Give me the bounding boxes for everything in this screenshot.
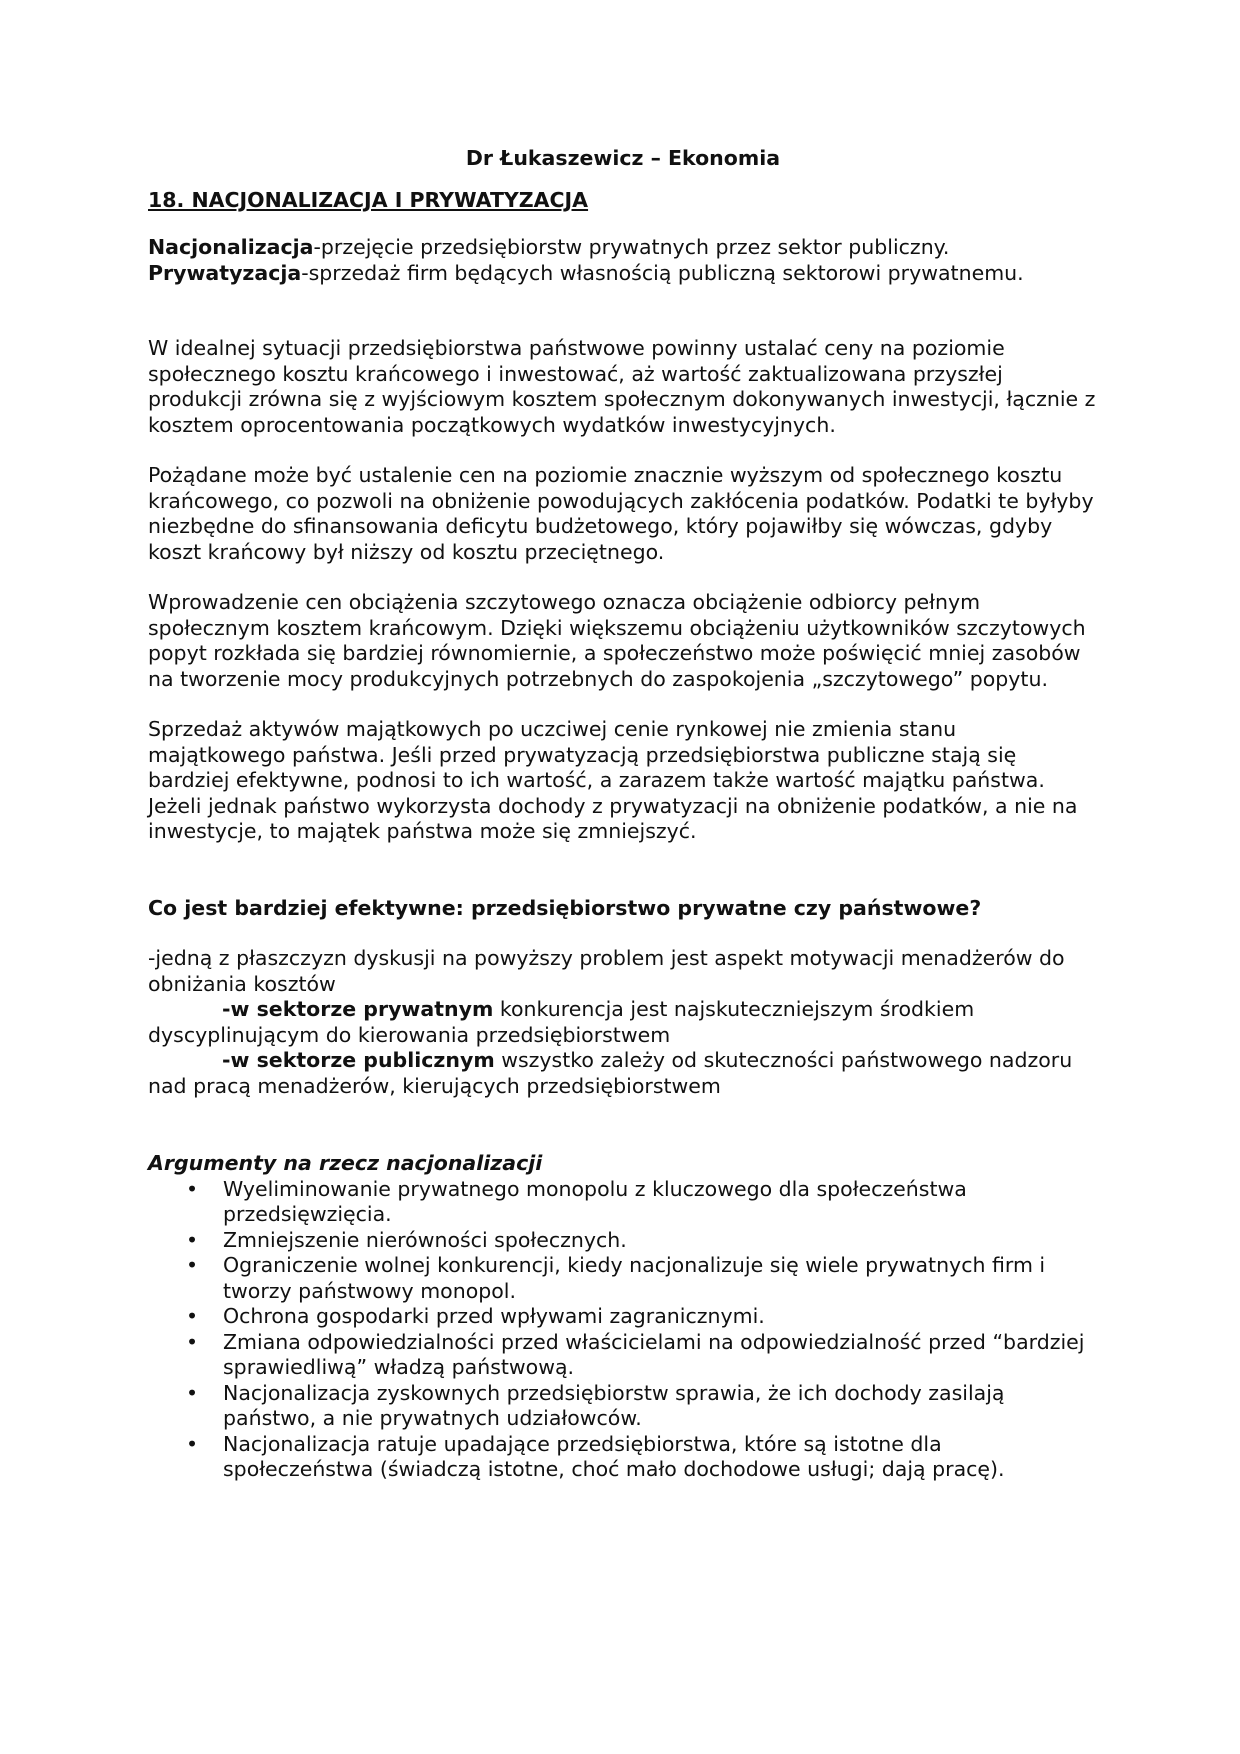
definition-term: Prywatyzacja [148,260,302,285]
document-title: Dr Łukaszewicz – Ekonomia [465,146,781,170]
private-sector-text: konkurencja jest najskuteczniejszym środkiem dyscyplinującym do kierowania przedsiębiorstwem [148,997,975,1047]
definitions [148,235,1098,286]
discussion-intro: -jedną z płaszczyzn dyskusji na powyższy problem jest aspekt motywacji menadżerów do obniżania kosztów [148,946,1065,996]
question-heading: Co jest bardziej efektywne: przedsiębiorstwo prywatne czy państwowe? [148,895,982,920]
definition-nationalization [148,235,1098,261]
arguments-heading: Argumenty na rzecz nacjonalizacji [148,1151,543,1175]
section-title: 18. NACJONALIZACJA I PRYWATYZACJA [148,187,589,212]
paragraph: Sprzedaż aktywów majątkowych po uczciwej cenie rynkowej nie zmienia stanu majątkowego państwa. Jeśli przed prywatyzacją przedsiębiorstwa publiczne stają się bardziej efektywne, podnosi to ich wartość, a zarazem także wartość majątku państwa. Jeżeli jednak państwo wykorzysta dochody z prywatyzacji na obniżenie podatków, a nie na inwestycje, to majątek państwa może się zmniejszyć. [148,717,1078,843]
paragraph: W idealnej sytuacji przedsiębiorstwa państwowe powinny ustalać ceny na poziomie społecznego kosztu krańcowego i inwestować, aż wartość zaktualizowana przyszłej produkcji zrówna się z wyjściowym kosztem społecznym dokonywanych inwestycji, łącznie z kosztem oprocentowania początkowych wydatków inwestycyjnych. [148,336,1096,437]
definition-term: Nacjonalizacja [148,235,314,259]
paragraph: Pożądane może być ustalenie cen na poziomie znacznie wyższym od społecznego kosztu krańcowego, co pozwoli na obniżenie powodujących zakłócenia podatków. Podatki te byłyby niezbędne do sfinansowania deficytu budżetowego, który pojawiłby się wówczas, gdyby koszt krańcowy był niższy od kosztu przeciętnego. [148,463,1094,564]
arguments-list [148,1177,1098,1483]
definition-privatization [148,261,1098,287]
discussion [148,946,1098,1099]
discussion-public [148,1048,1098,1099]
list-item: • Zmiana odpowiedzialności przed właścicielami na odpowiedzialność przed “bardziej sprawiedliwą” władzą państwową. [223,1330,1098,1381]
list-item: • Nacjonalizacja ratuje upadające przedsiębiorstwa, które są istotne dla społeczeństwa (świadczą istotne, choć mało dochodowe usługi; dają pracę). [223,1432,1098,1483]
list-item: • Zmniejszenie nierówności społecznych. [223,1228,1098,1254]
list-item: • Ochrona gospodarki przed wpływami zagranicznymi. [223,1304,1098,1330]
public-sector-term: -w sektorze publicznym [222,1048,495,1072]
list-item: • Wyeliminowanie prywatnego monopolu z kluczowego dla społeczeństwa przedsięwzięcia. [223,1177,1098,1228]
arguments-section [148,1151,1098,1483]
document-body [148,146,1098,1483]
list-item: • Nacjonalizacja zyskownych przedsiębiorstw sprawia, że ich dochody zasilają państwo, a nie prywatnych udziałowców. [223,1381,1098,1432]
public-sector-text: wszystko zależy od skuteczności państwowego nadzoru nad pracą menadżerów, kierujących przedsiębiorstwem [148,1048,1073,1098]
definition-text: -przejęcie przedsiębiorstw prywatnych przez sektor publiczny. [313,235,950,259]
paragraph: Wprowadzenie cen obciążenia szczytowego oznacza obciążenie odbiorcy pełnym społecznym kosztem krańcowym. Dzięki większemu obciążeniu użytkowników szczytowych popyt rozkłada się bardziej równomiernie, a społeczeństwo może poświęcić mniej zasobów na tworzenie mocy produkcyjnych potrzebnych do zaspokojenia „szczytowego” popytu. [148,590,1086,691]
discussion-private [148,997,1098,1048]
list-item: • Ograniczenie wolnej konkurencji, kiedy nacjonalizuje się wiele prywatnych firm i tworzy państwowy monopol. [223,1253,1098,1304]
private-sector-term: -w sektorze prywatnym [222,997,494,1021]
definition-text: -sprzedaż firm będących własnością publiczną sektorowi prywatnemu. [301,260,1024,285]
